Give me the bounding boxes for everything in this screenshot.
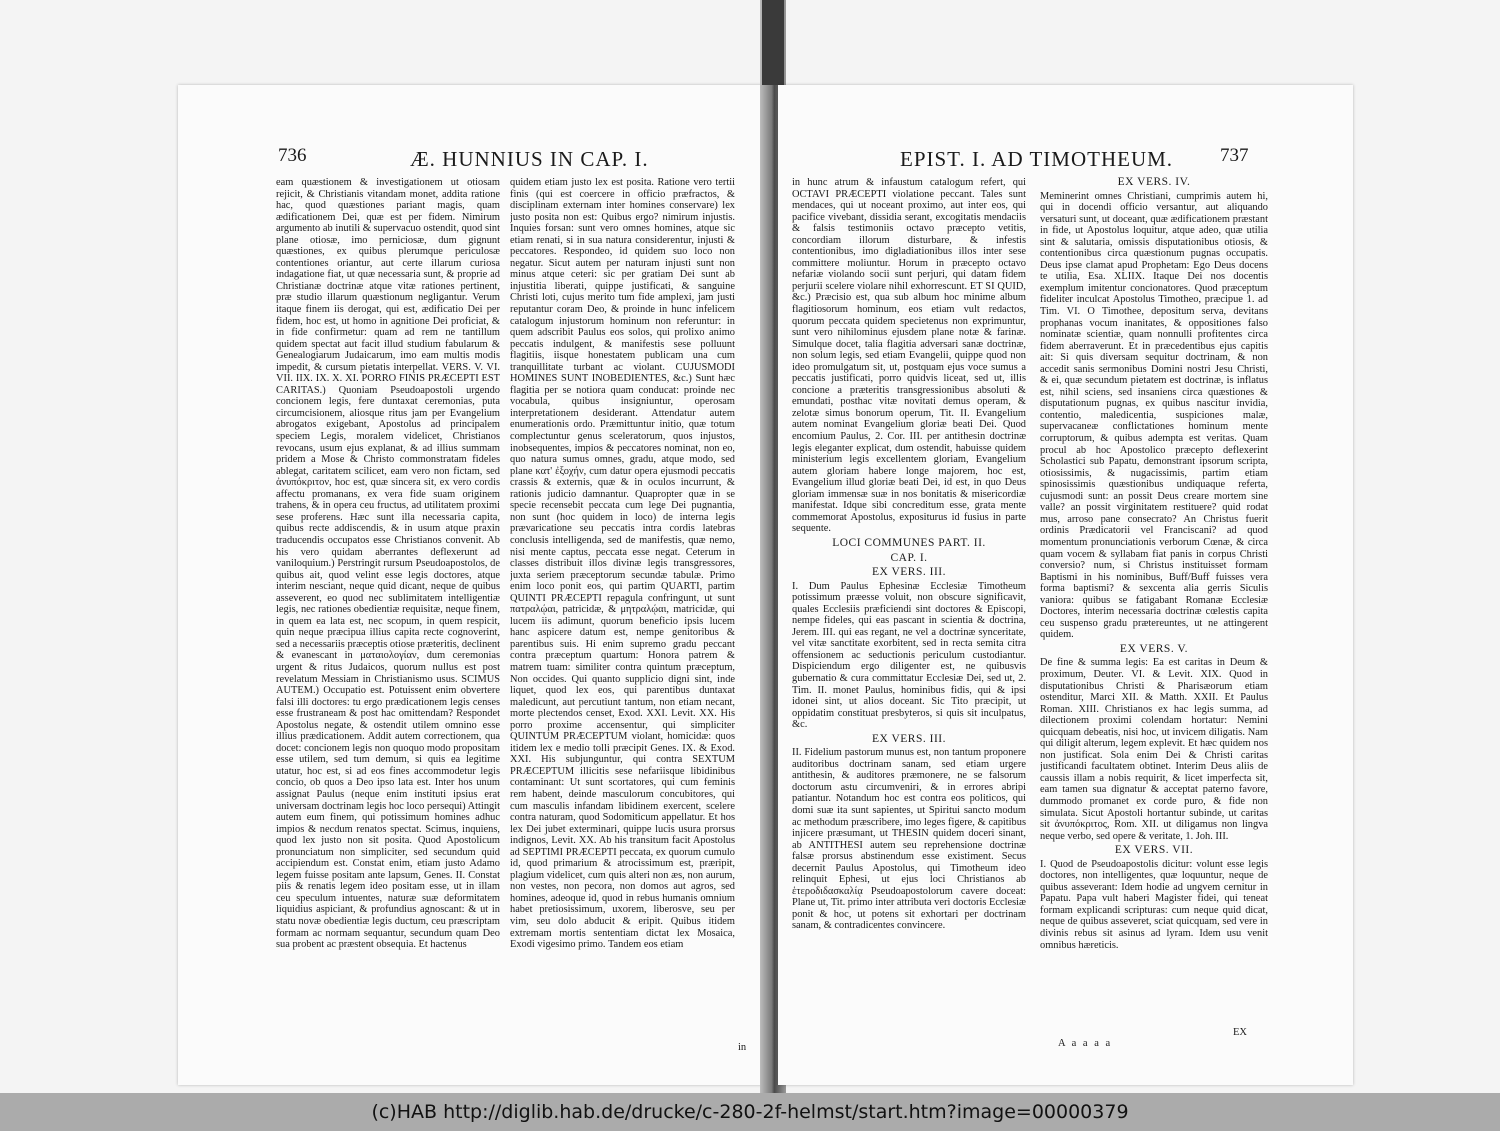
section-heading: EX VERS. VII. bbox=[1114, 844, 1194, 857]
section-heading: EX VERS. III. bbox=[871, 566, 946, 579]
right-col2-part1: Meminerint omnes Christiani, cumprimis autem hi, qui in docendi officio versantur, aut aliquando versaturi sunt, ut doceant, quæ ædificationem præstant in fide, ut Apostolus loquitur, atque adeo, quæ utilia sint & salutaria, omissis disputationibus otiosis, & contentionibus circa quæstionum pugnas occupatis. Deus ipse clamat apud Prophetam: Ego Deus docens te utilia, Esa. XLIIX. Itaque Dei nos docentis exemplum imitentur concionatores. Quod præceptum fideliter inculcat Apostolus Timotheo, præcipue 1. ad Tim. VI. O Timothee, depositum serva, devitans prophanas vocum inanitates, & oppositiones falso nominatæ scientiæ, quam nonnulli profitentes circa fidem aberraverunt. Et in præcedentibus ejus capitis ait: Si quis diversam sequitur doctrinam, & non accedit sanis sermonibus Domini nostri Jesu Christi, & ei, quæ secundum pietatem est doctrinæ, is inflatus est, nihil sciens, sed insaniens circa quæstiones & disputationum pugnas, ex quibus nascitur invidia, contentio, maledicentia, suspiciones malæ, supervacaneæ conflictationes hominum mente corruptorum, & quibus adempta est veritas. Quam procul ab hoc Apostolico præcepto deflexerint Scholastici sub Papatu, demonstrant ipsorum scripta, otiosissimis, & nugacissimis, partim etiam spinosissimis quæstionibus undiquaque referta, cujusmodi sunt: an possit Deus creare mortem sine valle? an possit virginitatem restituere? quid rodat mus, arroso pane consecrato? An Christus fuerit ordinis Prædicatorii vel Franciscani? ad quod momentum pronunciationis verborum Cœnæ, & circa quam vocem & syllabam fiat panis in corpus Christi conversio? num, si Christus instituisset formam Baptismi in his nominibus, Buff/Buff fuisses vera forma baptismi? & sexcenta alia gerris Siculis vaniora: quibus se fatigabant Romanæ Ecclesiæ Doctores, interim necessaria doctrinæ cœlestis capita ceu suspenso gradu prætereuntes, ut ne attingerent quidem. bbox=[1040, 190, 1268, 641]
right-catchword: EX bbox=[1233, 1027, 1247, 1038]
left-page-number: 736 bbox=[278, 145, 307, 166]
left-column-1-text: eam quæstionem & investigationem ut otiosam rejicit, & Christianis vitandam monet, addita ratione hac, quod quæstiones pariant magis, quam ædificationem Dei, quæ est per fidem. Nimirum argumento ab inutili & supervacuo ostendit, quod sint plane otiosæ, imo perniciosæ, dum gignunt quæstiones, ex quibus plerumque periculosæ contentiones oriantur, aut certe illarum curiosa indagatione fiat, ut quæ necessaria sunt, & proprie ad Christianæ doctrinæ atque vitæ rationes pertinent, præ studio illarum quæstionum negligantur. Verum itaque finem iis derogat, qui est, ædificatio Dei per fidem, hoc est, ut homo in agnitione Dei proficiat, & in fide confirmetur: quam ad rem ne tantillum quidem spectat aut facit illud studium fabularum & Genealogiarum Judaicarum, imo eam multis modis impedit, & cursum pietatis interpellat. VERS. V. VI. VII. IIX. IX. X. XI. PORRO FINIS PRÆCEPTI EST CARITAS.) Quoniam Pseudoapostoli urgendo concionem legis, fere duntaxat ceremonias, puta circumcisionem, aliosque ritus jam per Evangelium abrogatos exigebant, Apostolus ad principalem speciem Legis, moralem videlicet, Christianos revocans, usum ejus explanat, & ad illius summam pridem a Mose & Christo commonstratam fideles ablegat, caritatem scilicet, eam vero non fictam, sed ἀνυπόκριτον, hoc est, quæ sincera sit, ex vero cordis affectu promanans, ex vera fide suam originem trahens, & in opera ceu fructus, ad utilitatem proximi sese proferens. Hæc sunt illa necessaria capita, quibus recte addiscendis, & in usum atque praxin traducendis occupatos esse Christianos convenit. Ab his vero quidam aberrantes deflexerunt ad vaniloquium.) Perstringit rursum Pseudoapostolos, de quibus ait, quod velint esse legis doctores, atque interim nesciant, neque quid dicant, neque de quibus asseverent, eo quod nec sublimitatem intelligentiæ legis, nec rationes obedientiæ requisitæ, neque finem, in quem ea lata est, nec scopum, in quem respicit, quin neque præcipua illius capita recte cognoverint, sed a necessariis præceptis otiose præteritis, declinent & evanescant in ματαιολογίαν, dum ceremonias urgent & ritus Judaicos, quorum nullus est post revelatum Messiam in Christianismo usus. SCIMUS AUTEM.) Occupatio est. Potuissent enim obvertere falsi illi doctores: tu ergo prædicationem legis censes esse frustraneam & post hac omittendam? Respondet Apostolus negate, & ostendit utilem omnino esse illius prædicationem. Addit autem correctionem, qua docet: concionem legis non quoquo modo propositam esse utilem, sed tum demum, si quis ea legitime utatur, hoc est, si ad eos fines accommodetur legis concio, ob quos a Deo ipso lata est. Inter hos unum assignat Paulus (neque enim instituti ipsius erat universam doctrinam legis hoc loco persequi) Attingit autem eum finem, qui potissimum homines adhuc impios & necdum renatos spectat. Scimus, inquiens, quod lex justo non sit posita. Quod Apostolicum pronunciatum non simpliciter, sed secundum quid accipiendum est. Constat enim, etiam justo Adamo legem fuisse positam ante lapsum, Genes. II. Constat piis & renatis legem ideo positam esse, ut in illam ceu speculum intuentes, naturæ suæ deformitatem liquidius aspiciant, & profundius agnoscant: & ut in statu novæ obedientiæ legis ductum, ceu præscriptam formam ac normam sequantur, secundum quam Deo sua probent ac præstent obsequia. Et hactenus bbox=[276, 177, 500, 951]
right-col2-part3: I. Quod de Pseudoapostolis dicitur: volunt esse legis doctores, non intelligentes, quæ loquuntur, neque de quibus asseverant: Idem hodie ad ungvem cernitur in Papatu. Papa vult haberi Magister fidei, qui teneat formam explicandi scripturas: cum neque quid dicat, neque de quibus asseveret, sciat quicquam, sed vere in divinis rebus sit asinus ad lyram. Idem usu venit omnibus hæreticis. bbox=[1040, 858, 1268, 951]
right-col1-intro: in hunc atrum & infaustum catalogum refert, qui OCTAVI PRÆCEPTI violatione peccant. Tales sunt mendaces, qui ut noceant proximo, aut inter eos, qui pacifice vivebant, dissidia serant, excogitatis mendaciis & falsis testimoniis octavo præcepto vetitis, concordiam illorum disturbare, & infestis contentionibus, imo digladiationibus illos inter sese committere moliuntur. Horum in præcepto octavo nefariæ violando socii sunt perjuri, qui datam fidem perjurii scelere violare nihil exhorrescunt. ET SI QUID, &c.) Præcisio est, qua sub album hoc minime album flagitiosorum hominum, eos etiam vult redactos, quorum peccata quidem specietenus non exprimuntur, sunt vero nihilominus ejusdem plane notæ & farinæ. Simulque docet, talia flagitia adversari sanæ doctrinæ, non solum legis, sed etiam Evangelii, quippe quod non ideo promulgatum sit, ut, postquam ejus voce sumus a peccatis justificati, porro quidvis liceat, sed ut, illis concione a præteritis transgressionibus absoluti & emundati, posthac vitæ novitati demus operam, & zelotæ simus bonorum operum, Tit. II. Evangelium autem nominat Evangelium gloriæ beati Dei. Quod encomium Paulus, 2. Cor. III. per antithesin doctrinæ legis eleganter explicat, dum ostendit, habuisse quidem ministerium legis excellentem gloriam, Evangelium autem gloriam habere longe majorem, hoc est, Evangelium illud gloriæ beati Dei, id est, in quo Deus gloriam immensæ suæ in nos bonitatis & misericordiæ manifestat. Idque sibi concreditum esse, grata mente commemorat Apostolus, expositurus id fusius in parte sequente. bbox=[792, 177, 1026, 535]
paragraph-1: I. Dum Paulus Ephesinæ Ecclesiæ Timotheum potissimum præesse voluit, non obscure significavit, quales Ecclesiis præficiendi sint doctores & Episcopi, nempe fideles, qui eas pascant in scientia & doctrina, Jerem. III. qui eas regant, ne vel a doctrinæ synceritate, vel vitæ sanctitate exorbitent, sed in recta semita citra offensionem ac seductionis periculum custodiantur. Dispiciendum ergo diligenter est, ne quibusvis gubernatio & cura committatur Ecclesiæ Dei, sed ut, 2. Tim. II. monet Paulus, hominibus fidis, qui & ipsi idonei sint, ut alios doceant. Sic Tito præcipit, ut oppidatim constituat presbyteros, si quis sit inculpatus, &c. bbox=[792, 580, 1026, 731]
left-column-2 bbox=[510, 177, 735, 1039]
section-heading: EX VERS. V. bbox=[1119, 642, 1189, 655]
left-page bbox=[178, 85, 766, 1085]
paragraph-2: II. Fidelium pastorum munus est, non tantum proponere auditoribus doctrinam sanam, sed etiam urgere antithesin, & auditores præmonere, ne se falsorum doctorum astu circumveniri, & in errores abripi patiantur. Notandum hoc est contra eos politicos, qui domi suæ ita sunt sapientes, ut Spiritui sancto modum ac methodum præscribere, imo leges figere, & capitibus injicere præsumant, ut THESIN quidem doceri sinant, ab ANTITHESI autem seu reprehensione doctrinæ falsæ prorsus abstinendum esse existiment. Secus decernit Paulus Apostolus, qui Timotheum ideo relinquit Ephesi, ut ejus loci Christianos ab ἑτεροδιδασκαλίᾳ Pseudoapostolorum cavere doceat: Plane ut, Tit. primo inter attributa veri doctoris Ecclesiæ ponit & hoc, ut potens sit exhortari per doctrinam sanam, & contradicentes convincere. bbox=[792, 747, 1026, 932]
right-col2-part2: De fine & summa legis: Ea est caritas in Deum & proximum, Deuter. VI. & Levit. XIX. Quod in disputationibus Christi & Pharisæorum etiam ostenditur, Marci XII. & Matth. XXII. Et Paulus Roman. XIII. Christianos ex hac legis summa, ad dilectionem proximi colendam hortatur: Nemini quicquam debeatis, nisi hoc, ut invicem diligatis. Nam qui diligit alterum, legem explevit. Et hæc quidem nos non justificat. Sola enim Dei & Christi caritas justificandi facultatem obtinet. Interim Deus aliis de caussis illam a nobis requirit, & licet imperfecta sit, eam tamen sua dignatur & acceptat paterno favore, dummodo promanet ex corde puro, & fide non simulata. Sicut Apostoli hortantur subinde, ut caritas sit ἀνυπόκριτος, Rom. XII. ut diligamus non lingva neque verbo, sed opere & veritate, 1. Joh. III. bbox=[1040, 657, 1268, 842]
left-column-1 bbox=[276, 177, 500, 1057]
loci-title: LOCI COMMUNES PART. II. bbox=[832, 536, 986, 549]
left-running-head: Æ. HUNNIUS IN CAP. I. bbox=[410, 147, 649, 171]
signature-mark: A a a a a bbox=[1058, 1038, 1113, 1049]
binding-strip bbox=[762, 0, 784, 85]
right-column-2 bbox=[1040, 177, 1268, 1035]
section-heading: EX VERS. IV. bbox=[1117, 177, 1191, 188]
right-running-head: EPIST. I. AD TIMOTHEUM. bbox=[900, 147, 1174, 171]
section-heading: EX VERS. III. bbox=[871, 732, 946, 745]
right-column-1 bbox=[792, 177, 1026, 1035]
right-page bbox=[778, 85, 1353, 1085]
cap-title: CAP. I. bbox=[890, 551, 928, 564]
left-catchword: in bbox=[738, 1042, 747, 1053]
right-page-number: 737 bbox=[1220, 145, 1249, 166]
source-credit: (c)HAB http://diglib.hab.de/drucke/c-280-2f-helmst/start.htm?image=00000379 bbox=[0, 1093, 1500, 1131]
left-column-2-text: quidem etiam justo lex est posita. Ratione vero tertii finis (qui est coercere in officio præfractos, & disciplinam externam inter homines conservare) lex justo posita non est: Quibus ergo? nimirum injustis. Inquies forsan: sunt vero omnes homines, atque sic etiam renati, si in sua natura considerentur, injusti & peccatores. Respondeo, id quidem suo loco non negatur. Sicut autem per naturam injusti sunt non minus atque ceteri: sic per gratiam Dei sunt ab injustitia liberati, quippe justificati, & sanguine Christi loti, cujus merito tum fide amplexi, jam justi reputantur coram Deo, & proinde in hunc infelicem catalogum injustorum hominum non referuntur: in quem adscribit Paulus eos solos, qui prolixo animo peccatis indulgent, & manifestis sese polluunt flagitiis, iisque honestatem publicam una cum tranquillitate turbant ac violant. CUJUSMODI HOMINES SUNT INOBEDIENTES, &c.) Sunt hæc flagitia per se notiora quam conducat: proinde nec vocabula, quibus insigniuntur, operosam interpretationem desiderant. Attendatur autem enumerationis ordo. Præmittuntur initio, quæ totum complectuntur genus sceleratorum, quos injustos, inobsequentes, impios & peccatores nominat, non eo, quo natura sumus omnes, gradu, atque modo, sed plane κατ' ἐξοχήν, cum datur opera ejusmodi peccatis crassis & externis, quæ & in oculos incurrunt, & rationis judicio damnantur. Quapropter quæ in se specie recensebit peccata cum lege Dei pugnantia, non sunt (hoc quidem in loco) de interna legis prævaricatione seu peccatis intra cordis latebras conclusis intelligenda, sed de manifestis, quæ nemo, nisi mente captus, peccata esse negat. Ceterum in classes distribuit illos divinæ legis transgressores, juxta seriem præceptorum secundæ tabulæ. Primo enim loco ponit eos, qui partim QUARTI, partim QUINTI PRÆCEPTI repagula confringunt, ut sunt πατραλῴαι, patricidæ, & μητραλῴαι, matricidæ, qui lucem iis adimunt, quorum beneficio ipsis lucem hanc aspicere datum est, nempe genitoribus & parentibus suis. Hi enim supremo gradu peccant contra præceptum quartum: Honora patrem & matrem tuam: similiter contra quintum præceptum, Non occides. Qui quanto supplicio digni sint, inde liquet, quod lex eos, qui parentibus duntaxat maledicunt, aut percutiunt tantum, non etiam necant, morte plectendos censet, Exod. XXI. Levit. XX. His porro proxime accensentur, qui simpliciter QUINTUM PRÆCEPTUM violant, homicidæ: quos itidem lex e medio tolli præcipit Genes. IX. & Exod. XXI. His subjunguntur, qui contra SEXTUM PRÆCEPTUM illicitis sese nefariisque libidinibus contaminant: Ut sunt scortatores, qui cum feminis rem habent, deinde masculorum concubitores, qui cum masculis infandam libidinem exercent, scelere contra naturam, quod Sodomiticum appellatur. Et hos lex Dei jubet exterminari, quippe lucis usura prorsus indignos, Levit. XX. Ab his transitum facit Apostolus ad SEPTIMI PRÆCEPTI peccata, ex quorum cumulo id, quod primarium & atrocissimum est, præripit, plagium videlicet, cum quis alteri non æs, non aurum, non vestes, non pecora, non domos aut agros, sed homines, adeoque id, quod in rebus humanis omnium habet pretiosissimum, uxorem, liberosve, seu per vim, seu dolo abducit & eripit. Quibus itidem extremam mortis sententiam dictat lex Mosaica, Exodi vigesimo primo. Tandem eos etiam bbox=[510, 177, 735, 951]
